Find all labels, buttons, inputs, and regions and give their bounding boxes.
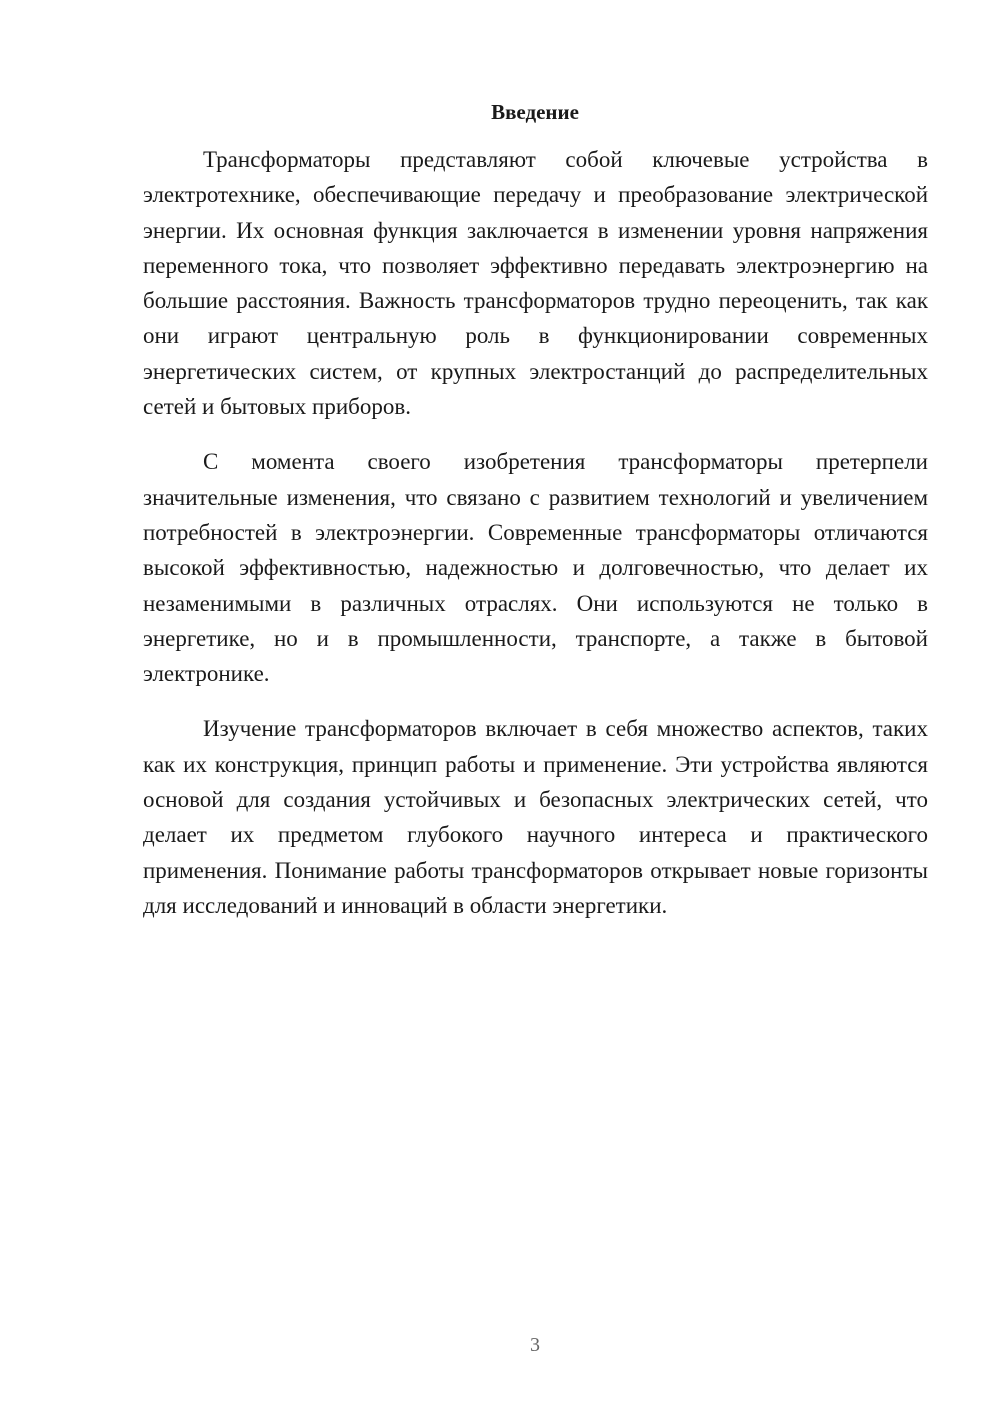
- paragraph-2: С момента своего изобретения трансформаторы претерпели значительные изменения, что связано с развитием технологий и увеличением потребностей в электроэнергии. Современные трансформаторы отличаются высокой эффективностью, надежностью и долговечностью, что делает их незаменимыми в различных отраслях. Они используются не только в энергетике, но и в промышленности, транспорте, а также в бытовой электронике.: [143, 449, 928, 687]
- page-number: 3: [530, 1334, 540, 1356]
- paragraph-1: Трансформаторы представляют собой ключевые устройства в электротехнике, обеспечивающие передачу и преобразование электрической энергии. Их основная функция заключается в изменении уровня напряжения переменного тока, что позволяет эффективно передавать электроэнергию на большие расстояния. Важность трансформаторов трудно переоценить, так как они играют центральную роль в функционировании современных энергетических систем, от крупных электростанций до распределительных сетей и бытовых приборов.: [143, 147, 928, 420]
- paragraph-3: Изучение трансформаторов включает в себя множество аспектов, таких как их конструкция, принцип работы и применение. Эти устройства являются основой для создания устойчивых и безопасных электрических сетей, что делает их предметом глубокого научного интереса и практического применения. Понимание работы трансформаторов открывает новые горизонты для исследований и инноваций в области энергетики.: [143, 716, 928, 918]
- body-text: [143, 142, 928, 943]
- page-title: Введение: [491, 100, 579, 124]
